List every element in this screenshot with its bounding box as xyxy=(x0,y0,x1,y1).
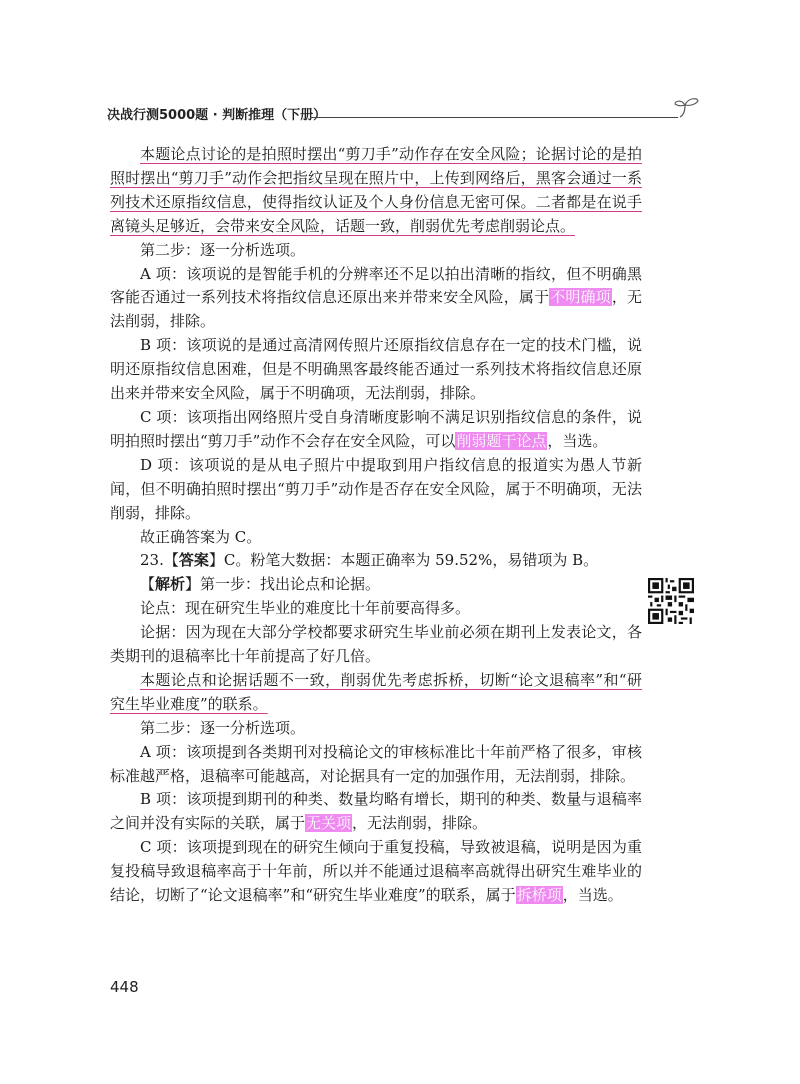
underlined-text: 本题论点和论据话题不一致，削弱优先考虑拆桥，切断“论文退稿率”和“研究生毕业难度”的联系。 xyxy=(110,670,642,713)
qr-code-icon[interactable] xyxy=(648,578,694,624)
paragraph: 第二步：逐一分析选项。 xyxy=(140,240,306,259)
answer-label: 答案 xyxy=(178,551,209,570)
paragraph: D 项：该项说的是从电子照片中提取到用户指纹信息的报道实为愚人节新闻，但不明确拍照时摆出“剪刀手”动作是否存在安全风险，属于不明确项，无法削弱，排除。 xyxy=(110,455,642,522)
highlight-mark: 拆桥项 xyxy=(516,886,562,905)
paragraph xyxy=(110,549,642,573)
text: 】C。粉笔大数据：本题正确率为 59.52%，易错项为 B。 xyxy=(208,551,599,570)
paragraph: 论据：因为现在大部分学校都要求研究生毕业前必须在期刊上发表论文，各类期刊的退稿率比十年前提高了好几倍。 xyxy=(110,623,642,666)
paragraph: 第二步：逐一分析选项。 xyxy=(140,718,306,737)
text: ，当选。 xyxy=(547,431,608,450)
text: ，当选。 xyxy=(562,886,623,905)
text: 23.【 xyxy=(140,551,179,570)
header-rule xyxy=(310,117,678,118)
text: ，无法削弱，排除。 xyxy=(352,814,488,833)
paragraph xyxy=(110,788,642,836)
highlight-mark: 无关项 xyxy=(306,814,352,833)
paragraph: B 项：该项说的是通过高清网传照片还原指纹信息存在一定的技术门槛，说明还原指纹信息困难，但是不明确黑客最终能否通过一系列技术将指纹信息还原出来并带来安全风险，属于不明确项，无法削弱，排除。 xyxy=(110,336,642,403)
text: A 项：该项说的是智能手机的分辨率还不足以拍出清晰的指纹，但不明确黑客能否通过一系列技术将指纹信息还原出来并带来安全风险，属于 xyxy=(110,264,642,307)
text: 【 xyxy=(140,575,156,594)
highlight-mark: 削弱题干论点 xyxy=(456,431,547,450)
analysis-label: 解析 xyxy=(155,575,186,594)
paragraph xyxy=(110,573,642,597)
sprout-icon xyxy=(672,95,702,121)
paragraph xyxy=(110,263,642,335)
paragraph: 故正确答案为 C。 xyxy=(140,527,262,546)
paragraph xyxy=(110,143,642,239)
paragraph xyxy=(110,836,642,908)
text: B 项：该项提到期刊的种类、数量均略有增长，期刊的种类、数量与退稿率之间并没有实际的关联，属于 xyxy=(110,790,642,833)
text: C 项：该项提到现在的研究生倾向于重复投稿，导致被退稿，说明是因为重复投稿导致退稿率高于十年前，所以并不能通过退稿率高就得出研究生难毕业的结论，切断了“论文退稿率”和“研究生毕业难度”的联系，属于 xyxy=(110,838,642,905)
running-header: 决战行测5000题 · 判断推理（下册） xyxy=(107,108,327,123)
highlight-mark: 不明确项 xyxy=(550,288,611,307)
paragraph: 论点：现在研究生毕业的难度比十年前要高得多。 xyxy=(140,599,471,618)
paragraph: A 项：该项提到各类期刊对投稿论文的审核标准比十年前严格了很多，审核标准越严格，退稿率可能越高，对论据具有一定的加强作用，无法削弱，排除。 xyxy=(110,742,642,785)
paragraph xyxy=(110,669,642,717)
text: ，无法削弱，排除。 xyxy=(110,288,642,331)
underlined-text: 本题论点讨论的是拍照时摆出“剪刀手”动作存在安全风险；论据讨论的是拍照时摆出“剪刀手”动作会把指纹呈现在照片中，上传到网络后，黑客会通过一系列技术还原指纹信息，使得指纹认证及个人身份信息无密可保。二者都是在说手离镜头足够近，会带来安全风险，话题一致，削弱优先考虑削弱论点。 xyxy=(110,145,642,235)
paragraph xyxy=(110,406,642,454)
text: 】第一步：找出论点和论据。 xyxy=(185,575,381,594)
page-number: 448 xyxy=(110,978,139,996)
page-body xyxy=(110,143,642,908)
text: C 项：该项指出网络照片受自身清晰度影响不满足识别指纹信息的条件，说明拍照时摆出“剪刀手”动作不会存在安全风险，可以 xyxy=(110,407,642,450)
